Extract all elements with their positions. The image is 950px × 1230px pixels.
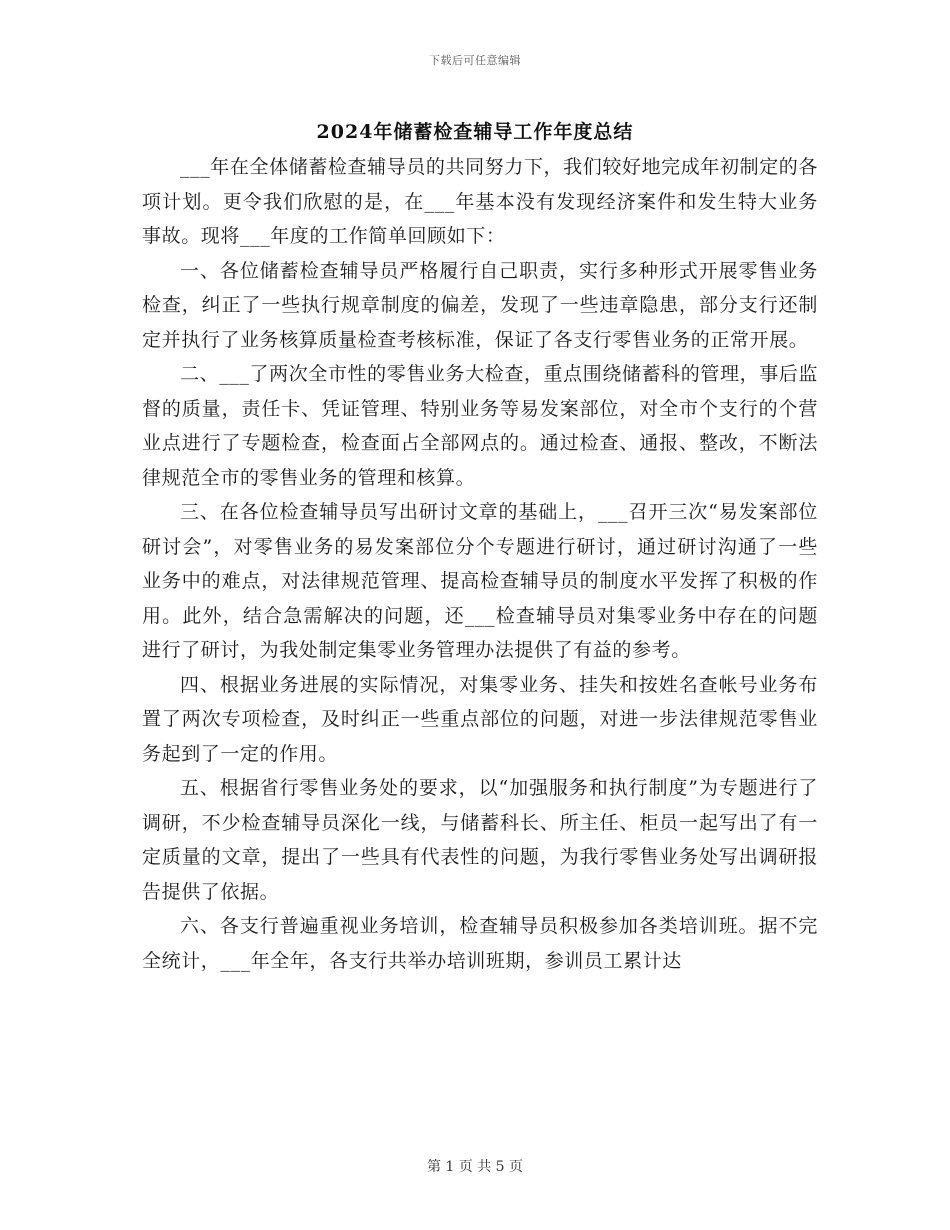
document-body: [142, 150, 818, 978]
paragraph-intro: ___年在全体储蓄检查辅导员的共同努力下，我们较好地完成年初制定的各项计划。更令我们欣慰的是，在___年基本没有发现经济案件和发生特大业务事故。现将___年度的工作简单回顾如下：: [142, 156, 818, 247]
paragraph-item-1: 一、各位储蓄检查辅导员严格履行自己职责，实行多种形式开展零售业务检查，纠正了一些执行规章制度的偏差，发现了一些违章隐患，部分支行还制定并执行了业务核算质量检查考核标准，保证了各支行零售业务的正常开展。: [142, 259, 818, 351]
paragraph-item-3: 三、在各位检查辅导员写出研讨文章的基础上，___召开三次“易发案部位研讨会”，对零售业务的易发案部位分个专题进行研讨，通过研讨沟通了一些业务中的难点，对法律规范管理、提高检查辅导员的制度水平发挥了积极的作用。此外，结合急需解决的问题，还___检查辅导员对集零业务中存在的问题进行了研讨，为我处制定集零业务管理办法提供了有益的参考。: [142, 501, 818, 661]
paragraph-item-6: 六、各支行普遍重视业务培训，检查辅导员积极参加各类培训班。据不完全统计，___年全年，各支行共举办培训班期，参训员工累计达: [142, 915, 818, 972]
paragraph-item-2: 二、___了两次全市性的零售业务大检查，重点围绕储蓄科的管理，事后监督的质量，责任卡、凭证管理、特别业务等易发案部位，对全市个支行的个营业点进行了专题检查，检查面占全部网点的。通过检查、通报、整改，不断法律规范全市的零售业务的管理和核算。: [142, 363, 818, 489]
document-title: 2024年储蓄检查辅导工作年度总结: [316, 121, 634, 143]
page-number: 第 1 页 共 5 页: [426, 1159, 524, 1175]
paragraph-item-4: 四、根据业务进展的实际情况，对集零业务、挂失和按姓名查帐号业务布置了两次专项检查，及时纠正一些重点部位的问题，对进一步法律规范零售业务起到了一定的作用。: [142, 673, 818, 765]
header-note: 下载后可任意编辑: [429, 54, 521, 67]
paragraph-item-5: 五、根据省行零售业务处的要求，以“加强服务和执行制度”为专题进行了调研，不少检查辅导员深化一线，与储蓄科长、所主任、柜员一起写出了有一定质量的文章，提出了一些具有代表性的问题，为我行零售业务处写出调研报告提供了依据。: [142, 777, 818, 903]
